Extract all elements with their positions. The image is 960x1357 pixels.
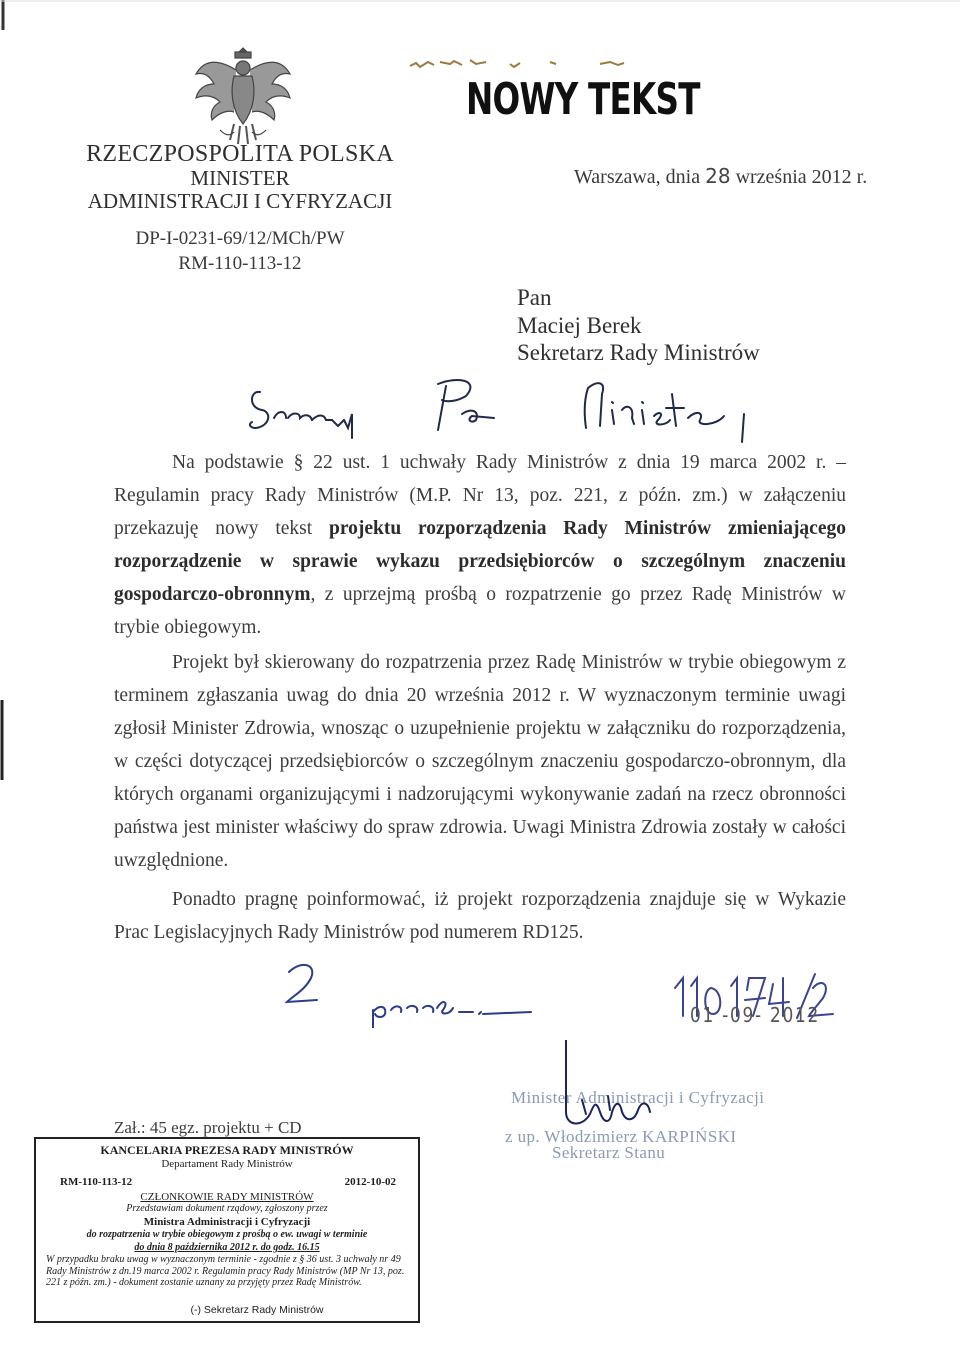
- signature-stamp-name: z up. Włodzimierz KARPIŃSKI: [505, 1127, 737, 1146]
- paragraph-1-text-a: Na podstawie § 22 ust. 1 uchwały Rady Ministrów z dnia 19 marca 2002 r. – Regulamin pracy Rady Ministrów (M.P. Nr 13, poz. 221, z późn. zm.) w załączeniu przekazuję nowy tekst: [114, 452, 846, 539]
- paragraph-2: Projekt był skierowany do rozpatrzenia przez Radę Ministrów w trybie obiegowym z terminem zgłaszania uwag do dnia 20 września 2012 r. W wyznaczonym terminie uwagi zgłosił Minister Zdrowia, wnosząc o uzupełnienie projektu w załączniku do rozporządzenia, w części dotyczącej przedsiębiorców o szczególnym znaczeniu gospodarczo-obronnym, dla których organami organizującymi i nadzorującymi wykonywanie zadań na rzecz obronności państwa jest minister właściwy do spraw zdrowia. Uwagi Ministra Zdrowia zostały w całości uwzględnione.: [114, 652, 846, 871]
- receipt-date-stamp: 01 -09- 2012: [690, 1003, 821, 1027]
- handwritten-salutation: [248, 370, 818, 445]
- registry-intro: Przedstawiam dokument rządowy, zgłoszony przez: [126, 1203, 328, 1214]
- date-prefix: Warszawa, dnia: [574, 166, 701, 188]
- reference-number: DP-I-0231-69/12/MCh/PW: [135, 228, 345, 249]
- signature-stamp-title: Sekretarz Stanu: [552, 1143, 666, 1162]
- registry-request: do rozpatrzenia w trybie obiegowym z prośbą o ew. uwagi w terminie: [86, 1229, 368, 1240]
- recipient-honorific: Pan: [517, 285, 552, 310]
- polish-eagle-emblem-icon: [190, 40, 296, 148]
- org-ministry: ADMINISTRACJI I CYFRYZACJI: [87, 189, 393, 213]
- registry-stamp-box: [34, 1137, 420, 1323]
- registry-recipients: CZŁONKOWIE RADY MINISTRÓW: [140, 1191, 314, 1203]
- registry-department: Departament Rady Ministrów: [161, 1158, 293, 1170]
- org-title: MINISTER: [190, 166, 290, 190]
- paragraph-1: [114, 446, 846, 644]
- rm-reference-number: RM-110-113-12: [178, 253, 302, 274]
- paragraph-3: Ponadto pragnę poinformować, iż projekt rozporządzenia znajduje się w Wykazie Prac Legislacyjnych Rady Ministrów pod numerem RD125.: [114, 889, 846, 943]
- recipient-title: Sekretarz Rady Ministrów: [517, 340, 760, 365]
- new-text-stamp: NOWY TEKST: [466, 74, 700, 125]
- recipient-name: Maciej Berek: [517, 313, 642, 338]
- registry-date: 2012-10-02: [344, 1176, 396, 1188]
- registry-ref-number: RM-110-113-12: [60, 1176, 133, 1188]
- handwritten-note-posiedzenie: [283, 958, 533, 1028]
- paragraph-1-text-b: , z uprzejmą prośbą o rozpatrzenie go przez Radę Ministrów w trybie obiegowym.: [114, 584, 846, 638]
- paragraph-1-bold-title: projektu rozporządzenia Rady Ministrów zmieniającego rozporządzenie w sprawie wykazu przedsiębiorców o szczególnym znaczeniu gospodarczo-obronnym: [114, 518, 846, 605]
- signature-stamp-ministry: Minister Administracji i Cyfryzacji: [511, 1088, 765, 1107]
- registry-rule: W przypadku braku uwag w wyznaczonym terminie - zgodnie z § 36 ust. 3 uchwały nr 49 Rady Ministrów z dn.19 marca 2002 r. Regulamin pracy Rady Ministrów (MP Nr 13, poz. 221 z późn. zm.) - dokument zostanie uznany za przyjęty przez Radę Ministrów.: [46, 1254, 405, 1288]
- registry-signer: (-) Sekretarz Rady Ministrów: [190, 1304, 324, 1316]
- handwritten-signature: [560, 1040, 680, 1140]
- registry-deadline: do dnia 8 października 2012 r. do godz. 16.15: [134, 1242, 320, 1253]
- date-day-handwritten: 28: [705, 164, 731, 188]
- attachment-note: Zał.: 45 egz. projektu + CD: [114, 1118, 302, 1137]
- registry-author: Ministra Administracji i Cyfryzacji: [143, 1216, 311, 1228]
- place-and-date: [574, 164, 867, 189]
- date-suffix: września 2012 r.: [735, 166, 868, 188]
- org-name: RZECZPOSPOLITA POLSKA: [86, 141, 394, 167]
- registry-office-title: KANCELARIA PREZESA RADY MINISTRÓW: [100, 1143, 354, 1157]
